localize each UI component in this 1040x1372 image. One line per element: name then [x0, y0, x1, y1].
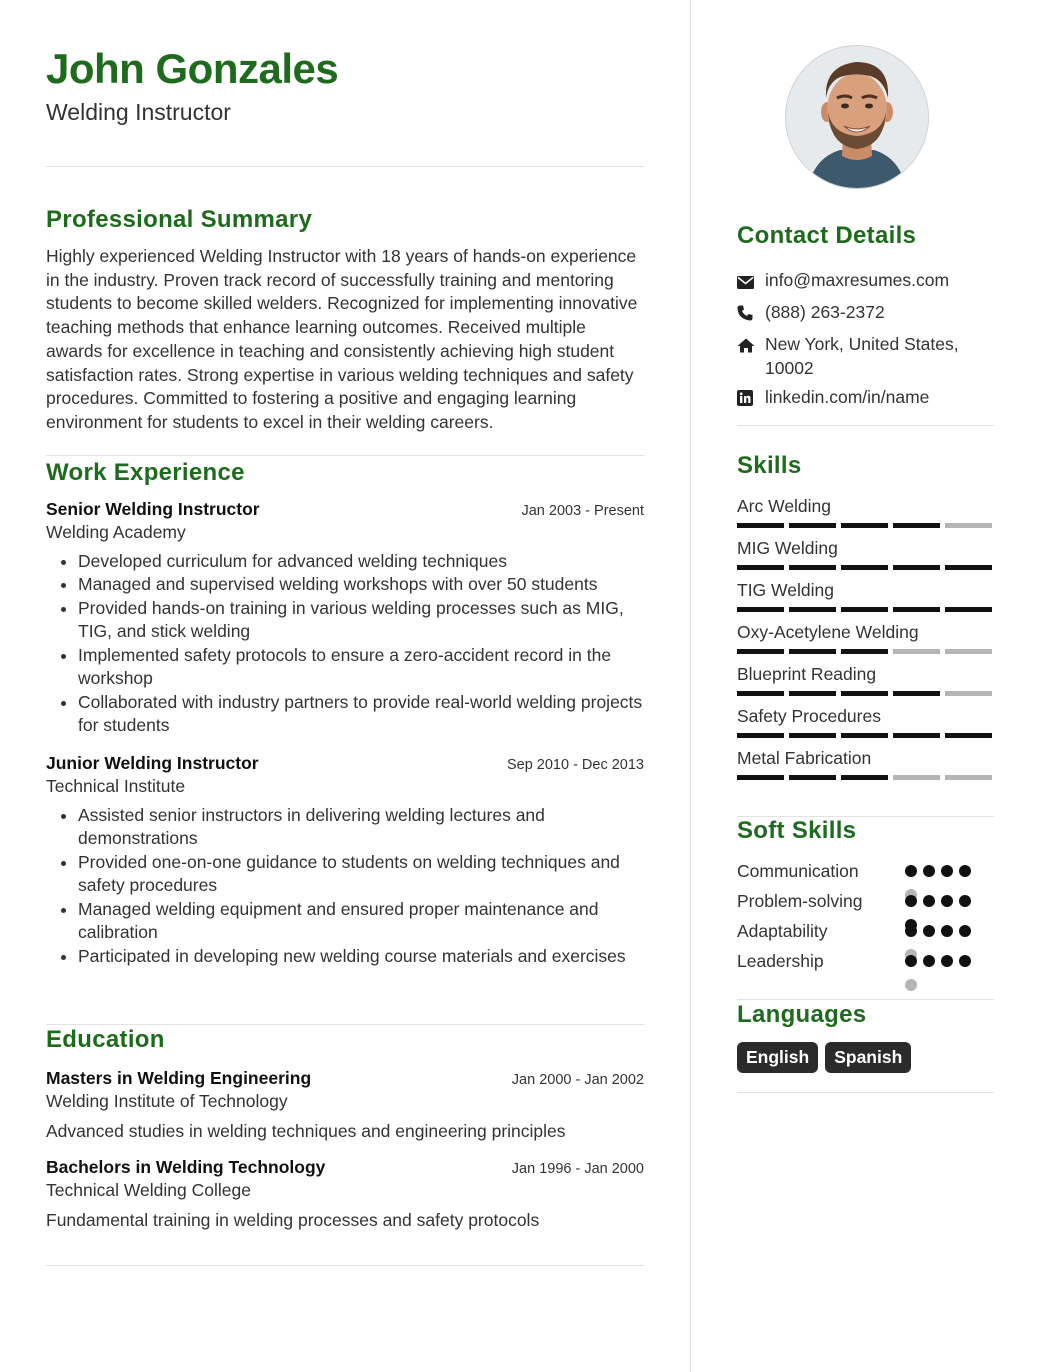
skill-item	[737, 747, 994, 780]
skill-level-segment	[945, 649, 992, 654]
language-badge: English	[737, 1042, 818, 1073]
skill-level-segment	[893, 649, 940, 654]
rating-dot	[923, 865, 935, 877]
linkedin-icon	[737, 385, 765, 412]
job-entry-org: Technical Institute	[46, 775, 186, 796]
language-badge: Spanish	[825, 1042, 911, 1073]
skill-level-segment	[789, 733, 836, 738]
skills-heading: Skills	[737, 452, 802, 479]
skill-level-segment	[841, 733, 888, 738]
skills-list	[737, 495, 994, 789]
skill-name: Metal Fabrication	[737, 748, 872, 768]
job-bullet: • Implemented safety protocols to ensure a zero-accident record in the workshop	[78, 644, 644, 691]
rating-dot	[959, 865, 971, 877]
job-title: Welding Instructor	[46, 99, 231, 125]
rating-dot	[905, 925, 917, 937]
skill-level-segment	[737, 691, 784, 696]
soft-skill-item	[737, 858, 994, 888]
skill-level-segment	[945, 523, 992, 528]
skill-level-bar	[737, 733, 994, 738]
soft-skill-item	[737, 888, 994, 918]
soft-skills-list	[737, 858, 994, 978]
job-bullet: • Participated in developing new welding course materials and exercises	[78, 945, 644, 969]
job-bullet: • Managed welding equipment and ensured proper maintenance and calibration	[78, 898, 644, 945]
education-entry	[46, 1156, 644, 1233]
soft-skill-name: Communication	[737, 861, 859, 881]
skill-level-segment	[893, 607, 940, 612]
job-entry	[46, 498, 644, 738]
rating-dot	[905, 979, 917, 991]
skill-level-segment	[893, 775, 940, 780]
skill-level-bar	[737, 565, 994, 570]
divider	[46, 166, 644, 167]
skill-level-bar	[737, 649, 994, 654]
contact-phone[interactable]	[737, 300, 994, 327]
divider	[737, 1092, 994, 1093]
rating-dot	[923, 925, 935, 937]
column-divider	[690, 0, 691, 1372]
divider	[46, 455, 644, 456]
skill-item	[737, 663, 994, 696]
contact-linkedin-text: linkedin.com/in/name	[765, 387, 930, 407]
education-heading: Education	[46, 1026, 165, 1054]
education-desc: Fundamental training in welding processes and safety protocols	[46, 1209, 540, 1230]
skill-level-segment	[737, 775, 784, 780]
skill-item	[737, 621, 994, 654]
contact-email[interactable]	[737, 268, 994, 295]
candidate-name: John Gonzales	[46, 45, 339, 92]
divider	[46, 1265, 644, 1266]
skill-level-segment	[789, 649, 836, 654]
soft-skills-heading: Soft Skills	[737, 817, 857, 844]
skill-level-bar	[737, 691, 994, 696]
skill-level-segment	[737, 649, 784, 654]
education-school: Welding Institute of Technology	[46, 1091, 288, 1112]
skill-level-segment	[945, 691, 992, 696]
skill-level-segment	[945, 607, 992, 612]
skill-level-segment	[945, 733, 992, 738]
contact-linkedin[interactable]	[737, 385, 994, 412]
rating-dot	[905, 955, 917, 967]
skill-level-segment	[737, 607, 784, 612]
home-icon	[737, 332, 765, 359]
rating-dot	[923, 955, 935, 967]
skill-level-segment	[841, 649, 888, 654]
languages-list	[737, 1042, 994, 1073]
job-bullet: • Provided hands-on training in various welding processes such as MIG, TIG, and stick welding	[78, 597, 644, 644]
job-entry-date: Jan 2003 - Present	[521, 502, 644, 519]
skill-item	[737, 537, 994, 570]
soft-skill-name: Problem-solving	[737, 891, 863, 911]
skill-name: MIG Welding	[737, 538, 838, 558]
skill-level-segment	[841, 691, 888, 696]
rating-dot	[905, 865, 917, 877]
skill-level-segment	[737, 565, 784, 570]
rating-dot	[941, 895, 953, 907]
skill-level-segment	[841, 607, 888, 612]
skill-level-segment	[841, 523, 888, 528]
skill-level-segment	[841, 775, 888, 780]
rating-dot	[959, 925, 971, 937]
job-entry-title: Junior Welding Instructor	[46, 752, 259, 773]
skill-level-segment	[737, 523, 784, 528]
job-entry-date: Sep 2010 - Dec 2013	[506, 756, 644, 773]
skill-name: Arc Welding	[737, 496, 832, 516]
skill-level-segment	[893, 565, 940, 570]
summary-text: Highly experienced Welding Instructor with 18 years of hands-on experience in the industry. Proven track record of successfully training and mentoring students to become skilled welders. Recognized for implementing innovative teaching methods that enhance learning outcomes. Received multiple awards for excellence in teaching and consistently achieving high student satisfaction rates. Strong expertise in various welding techniques and safety procedures. Committed to fostering a positive and engaging learning environment for students to excel in their welding careers.	[46, 246, 638, 432]
skill-item	[737, 495, 994, 528]
languages-section	[737, 1000, 994, 1073]
skill-item	[737, 705, 994, 738]
skill-name: Safety Procedures	[737, 706, 881, 726]
skill-level-bar	[737, 523, 994, 528]
soft-skill-item	[737, 918, 994, 948]
skill-level-segment	[945, 565, 992, 570]
skill-level-segment	[789, 607, 836, 612]
rating-dot	[941, 925, 953, 937]
education-degree: Masters in Welding Engineering	[46, 1068, 312, 1089]
rating-dot	[941, 865, 953, 877]
job-bullet: • Developed curriculum for advanced welding techniques	[78, 550, 644, 574]
skill-level-segment	[893, 691, 940, 696]
profile-photo	[785, 45, 929, 189]
skill-level-bar	[737, 607, 994, 612]
envelope-icon	[737, 268, 765, 295]
skill-name: TIG Welding	[737, 580, 834, 600]
skill-level-segment	[841, 565, 888, 570]
skill-level-segment	[789, 523, 836, 528]
job-bullets	[46, 550, 644, 738]
rating-dot	[959, 955, 971, 967]
phone-icon	[737, 300, 765, 327]
contact-heading: Contact Details	[737, 222, 917, 249]
skill-item	[737, 579, 994, 612]
divider	[737, 425, 994, 426]
education-date: Jan 2000 - Jan 2002	[511, 1072, 644, 1089]
profile-photo-image	[786, 46, 928, 188]
education-date: Jan 1996 - Jan 2000	[511, 1160, 644, 1177]
job-bullet: • Provided one-on-one guidance to students on welding techniques and safety procedures	[78, 851, 644, 898]
job-bullets	[46, 804, 644, 969]
summary-heading: Professional Summary	[46, 206, 313, 233]
contact-phone-text: (888) 263-2372	[765, 302, 885, 322]
main-column	[46, 40, 644, 1266]
rating-dot	[941, 955, 953, 967]
contact-address-line1: New York, United States,	[765, 334, 959, 354]
skill-level-segment	[789, 775, 836, 780]
contact-address-line2: 10002	[765, 358, 814, 378]
rating-dot	[959, 895, 971, 907]
job-bullet: • Assisted senior instructors in delivering welding lectures and demonstrations	[78, 804, 644, 851]
soft-skill-name: Adaptability	[737, 921, 828, 941]
languages-heading: Languages	[737, 1001, 867, 1028]
skill-level-segment	[945, 775, 992, 780]
job-entry-org: Welding Academy	[46, 521, 186, 542]
rating-dot	[905, 895, 917, 907]
soft-skill-name: Leadership	[737, 951, 824, 971]
skill-level-segment	[789, 691, 836, 696]
contact-email-text: info@maxresumes.com	[765, 270, 950, 290]
soft-skill-item	[737, 948, 994, 978]
skill-name: Blueprint Reading	[737, 664, 877, 684]
skill-level-segment	[789, 565, 836, 570]
job-entry	[46, 752, 644, 969]
skill-level-segment	[893, 733, 940, 738]
job-bullet: • Collaborated with industry partners to provide real-world welding projects for students	[78, 691, 644, 738]
skill-level-bar	[737, 775, 994, 780]
contact-list	[737, 268, 994, 417]
education-desc: Advanced studies in welding techniques and engineering principles	[46, 1121, 566, 1142]
contact-address	[737, 332, 994, 380]
rating-dot	[923, 895, 935, 907]
experience-heading: Work Experience	[46, 458, 245, 486]
education-degree: Bachelors in Welding Technology	[46, 1156, 326, 1177]
education-school: Technical Welding College	[46, 1179, 251, 1200]
skill-level-segment	[893, 523, 940, 528]
job-bullet: • Managed and supervised welding workshops with over 50 students	[78, 573, 644, 597]
job-entry-title: Senior Welding Instructor	[46, 498, 260, 519]
skill-level-segment	[737, 733, 784, 738]
education-entry	[46, 1067, 644, 1144]
skill-name: Oxy-Acetylene Welding	[737, 622, 919, 642]
